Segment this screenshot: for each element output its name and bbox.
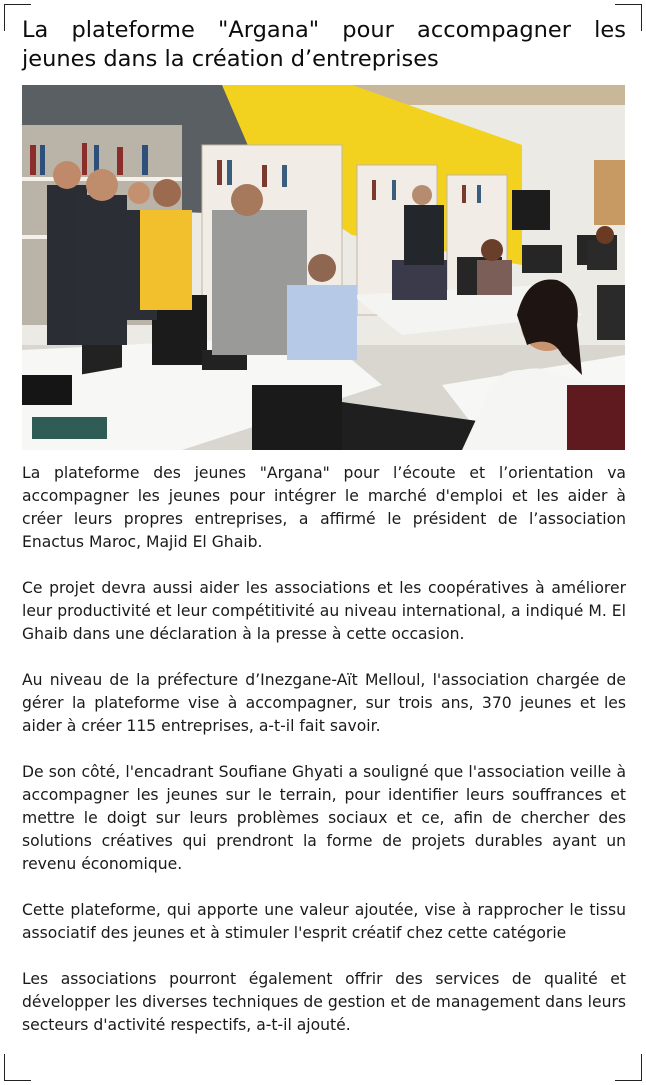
article-paragraph-4: De son côté, l'encadrant Soufiane Ghyati a souligné que l'association veille à accompagner les jeunes sur le terrain, pour identifier leurs souffrances et mettre le doigt sur leurs problèmes sociaux et ce, afin de chercher des solutions créatives qui prendront la forme de projets durables ayant un revenu économique. [22, 763, 626, 873]
article-paragraph-1: La plateforme des jeunes "Argana" pour l’écoute et l’orientation va accompagner les jeunes pour intégrer le marché d'emploi et les aider à créer leurs propres entreprises, a affirmé le président de l’association Enactus Maroc, Majid El Ghaib. [22, 464, 626, 551]
photo-icon [22, 85, 625, 450]
article-paragraph-6: Les associations pourront également offrir des services de qualité et développer les diverses techniques de gestion et de management dans leurs secteurs d'activité respectifs, a-t-il ajouté. [22, 970, 626, 1034]
article-paragraph-3: Au niveau de la préfecture d’Inezgane-Aït Melloul, l'association chargée de gérer la plateforme vise à accompagner, sur trois ans, 370 jeunes et les aider à créer 115 entreprises, a-t-il fait savoir. [22, 671, 626, 735]
article-headline: La plateforme "Argana" pour accompagner les jeunes dans la création d’entreprises [22, 17, 626, 72]
article-paragraph-5: Cette plateforme, qui apporte une valeur ajoutée, vise à rapprocher le tissu associatif des jeunes et à stimuler l'esprit créatif chez cette catégorie [22, 901, 626, 942]
article-paragraph-2: Ce projet devra aussi aider les associations et les coopératives à améliorer leur productivité et leur compétitivité au niveau international, a indiqué M. El Ghaib dans une déclaration à la presse à cette occasion. [22, 579, 626, 643]
article-photo [22, 85, 625, 450]
article-body [22, 462, 626, 1060]
